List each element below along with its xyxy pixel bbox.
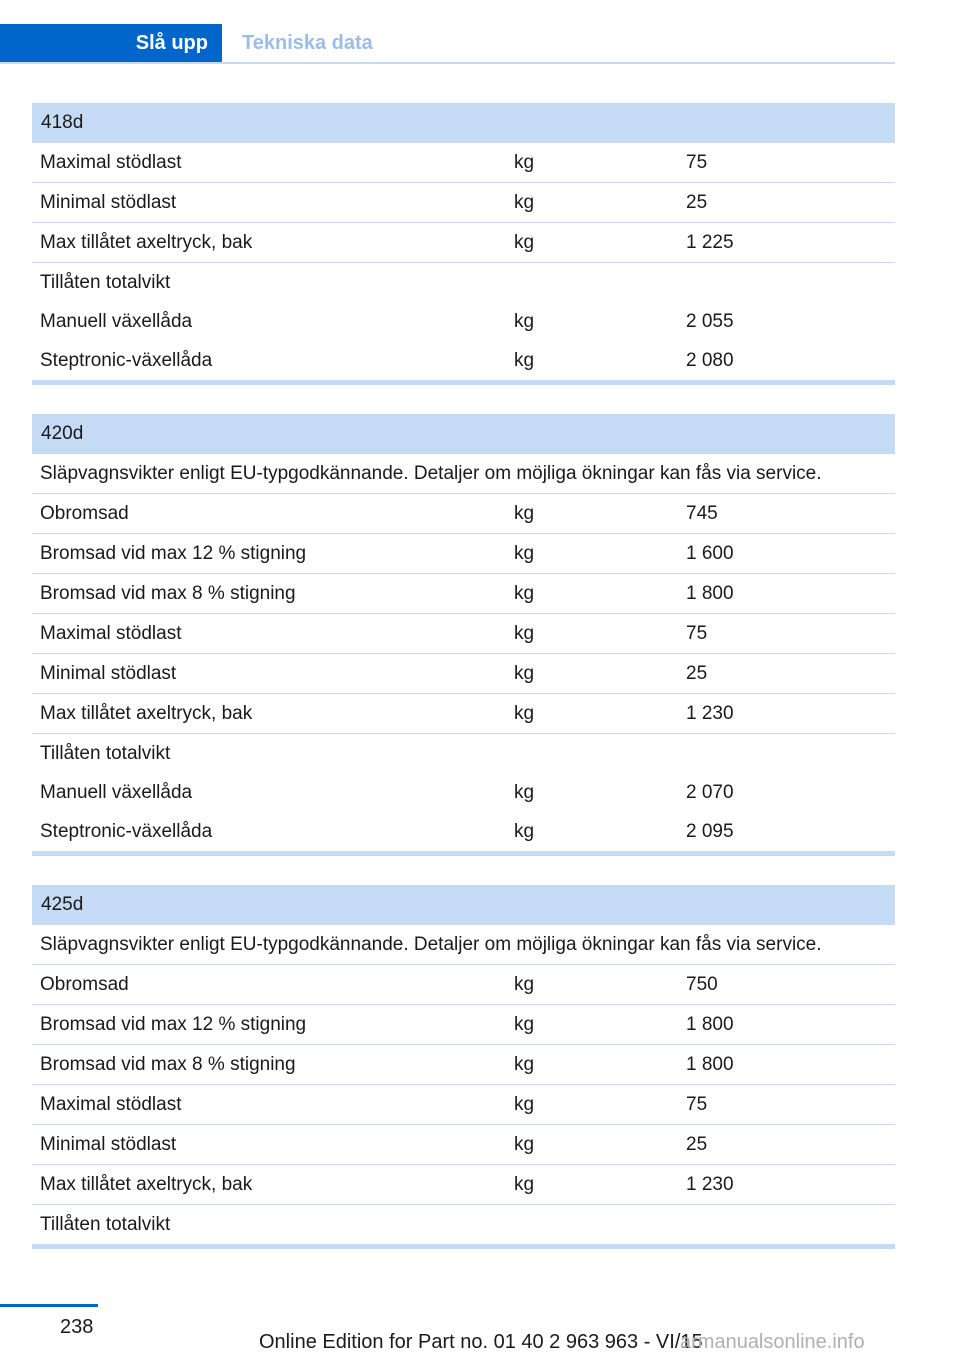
row-label: Bromsad vid max 12 % stigning bbox=[40, 1013, 307, 1035]
table-title: 420d bbox=[32, 414, 895, 454]
row-unit: kg bbox=[514, 231, 535, 253]
row-label: Manuell växellåda bbox=[40, 781, 193, 803]
row-unit: kg bbox=[514, 820, 535, 842]
table-row bbox=[32, 1165, 895, 1205]
row-label: Manuell växellåda bbox=[40, 310, 193, 332]
row-label: Steptronic-växellåda bbox=[40, 820, 213, 842]
row-value: 25 bbox=[686, 1133, 708, 1155]
table-row bbox=[32, 965, 895, 1005]
row-unit: kg bbox=[514, 502, 535, 524]
row-unit: kg bbox=[514, 1013, 535, 1035]
tab-sla-upp[interactable]: Slå upp bbox=[0, 24, 222, 62]
row-value: 25 bbox=[686, 191, 708, 213]
row-value: 1 230 bbox=[686, 1173, 734, 1195]
row-value: 75 bbox=[686, 1093, 708, 1115]
table-title: 425d bbox=[32, 885, 895, 925]
table-row bbox=[32, 341, 895, 380]
table-row bbox=[32, 1205, 895, 1244]
row-unit: kg bbox=[514, 310, 535, 332]
table-end-rule bbox=[32, 380, 895, 385]
table-row bbox=[32, 614, 895, 654]
row-value: 750 bbox=[686, 973, 718, 995]
row-label: Maximal stödlast bbox=[40, 1093, 182, 1115]
row-unit: kg bbox=[514, 1053, 535, 1075]
row-unit: kg bbox=[514, 582, 535, 604]
row-label: Bromsad vid max 8 % stigning bbox=[40, 582, 296, 604]
row-value: 1 225 bbox=[686, 231, 734, 253]
page-number: 238 bbox=[60, 1316, 94, 1338]
table-row bbox=[32, 183, 895, 223]
row-value: 1 230 bbox=[686, 702, 734, 724]
table-row bbox=[32, 574, 895, 614]
tab-tekniska-data[interactable]: Tekniska data bbox=[242, 31, 373, 54]
row-label: Minimal stödlast bbox=[40, 191, 177, 213]
row-value: 2 095 bbox=[686, 820, 734, 842]
table-row bbox=[32, 812, 895, 851]
row-label: Minimal stödlast bbox=[40, 1133, 177, 1155]
table-420d bbox=[32, 414, 895, 856]
table-row bbox=[32, 1125, 895, 1165]
row-label: Steptronic-växellåda bbox=[40, 349, 213, 371]
row-label: Bromsad vid max 8 % stigning bbox=[40, 1053, 296, 1075]
table-row bbox=[32, 302, 895, 341]
row-label: Obromsad bbox=[40, 502, 129, 524]
row-value: 2 070 bbox=[686, 781, 734, 803]
row-label: Maximal stödlast bbox=[40, 151, 182, 173]
row-unit: kg bbox=[514, 973, 535, 995]
row-label: Minimal stödlast bbox=[40, 662, 177, 684]
table-row bbox=[32, 654, 895, 694]
row-value: 2 080 bbox=[686, 349, 734, 371]
table-row bbox=[32, 1085, 895, 1125]
row-unit: kg bbox=[514, 622, 535, 644]
table-425d bbox=[32, 885, 895, 1249]
row-label: Max tillåtet axeltryck, bak bbox=[40, 702, 253, 724]
table-row bbox=[32, 773, 895, 812]
table-row bbox=[32, 494, 895, 534]
row-unit: kg bbox=[514, 781, 535, 803]
row-unit: kg bbox=[514, 191, 535, 213]
table-row bbox=[32, 1045, 895, 1085]
row-value: 1 600 bbox=[686, 542, 734, 564]
row-value: 75 bbox=[686, 151, 708, 173]
row-value: 25 bbox=[686, 662, 708, 684]
table-end-rule bbox=[32, 1244, 895, 1249]
row-label: Tillåten totalvikt bbox=[40, 271, 171, 293]
table-418d bbox=[32, 103, 895, 385]
table-end-rule bbox=[32, 851, 895, 856]
table-row bbox=[32, 143, 895, 183]
row-unit: kg bbox=[514, 1093, 535, 1115]
row-value: 745 bbox=[686, 502, 718, 524]
row-unit: kg bbox=[514, 702, 535, 724]
table-row bbox=[32, 223, 895, 263]
row-unit: kg bbox=[514, 1133, 535, 1155]
row-label: Tillåten totalvikt bbox=[40, 1213, 171, 1235]
row-unit: kg bbox=[514, 1173, 535, 1195]
row-unit: kg bbox=[514, 151, 535, 173]
row-label: Bromsad vid max 12 % stigning bbox=[40, 542, 307, 564]
row-value: 75 bbox=[686, 622, 708, 644]
row-label: Max tillåtet axeltryck, bak bbox=[40, 231, 253, 253]
table-row bbox=[32, 734, 895, 773]
watermark: armanualsonline.info bbox=[680, 1331, 865, 1353]
row-unit: kg bbox=[514, 662, 535, 684]
table-title: 418d bbox=[32, 103, 895, 143]
table-description: Släpvagnsvikter enligt EU-typgodkännande. Detaljer om möjliga ökningar kan fås via service. bbox=[32, 925, 895, 965]
table-row bbox=[32, 1005, 895, 1045]
row-value: 2 055 bbox=[686, 310, 734, 332]
row-label: Obromsad bbox=[40, 973, 129, 995]
row-value: 1 800 bbox=[686, 582, 734, 604]
edition-text: Online Edition for Part no. 01 40 2 963 963 - VI/15 bbox=[259, 1331, 703, 1353]
row-unit: kg bbox=[514, 349, 535, 371]
row-value: 1 800 bbox=[686, 1013, 734, 1035]
top-nav-bar bbox=[0, 24, 895, 64]
table-row bbox=[32, 694, 895, 734]
row-unit: kg bbox=[514, 542, 535, 564]
row-label: Maximal stödlast bbox=[40, 622, 182, 644]
table-row bbox=[32, 534, 895, 574]
table-description: Släpvagnsvikter enligt EU-typgodkännande. Detaljer om möjliga ökningar kan fås via service. bbox=[32, 454, 895, 494]
row-label: Tillåten totalvikt bbox=[40, 742, 171, 764]
row-label: Max tillåtet axeltryck, bak bbox=[40, 1173, 253, 1195]
row-value: 1 800 bbox=[686, 1053, 734, 1075]
table-row bbox=[32, 263, 895, 302]
footer-accent-line bbox=[0, 1304, 98, 1307]
